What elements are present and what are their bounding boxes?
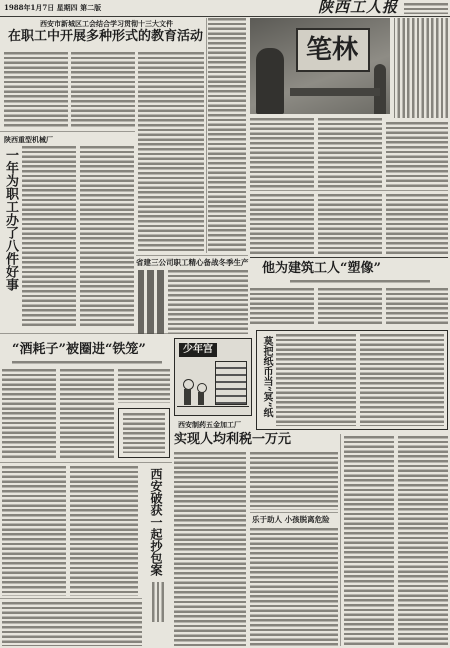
cartoon-panel (174, 338, 252, 416)
pharma-body-col-1 (174, 452, 246, 646)
photo-article-body-col-3 (386, 122, 448, 188)
paper-money-body-col-1 (276, 334, 356, 426)
drunk-headline: “酒耗子”被圈进“铁笼” (12, 342, 146, 357)
column-rule (206, 18, 207, 253)
construction-vertical-title (138, 270, 164, 334)
theft-byline (150, 582, 164, 622)
small-notice-text (123, 413, 165, 453)
photo-person-silhouette (256, 48, 284, 114)
drunk-body-col-3 (118, 369, 170, 403)
education-body-col-1 (4, 52, 68, 128)
sculptor-body-col-1 (250, 288, 314, 326)
cartoon-sign-text: 少年宫 (183, 344, 213, 355)
heavy-machinery-body-col-2 (80, 146, 134, 326)
issue-date: 1988年1月7日 星期四 第二版 (4, 3, 102, 12)
heavy-machinery-kicker: 陕西重型机械厂 (4, 135, 53, 144)
photo-sign-text: 笔林 (306, 35, 359, 65)
right-column-body-2 (398, 436, 448, 646)
column-rule (340, 434, 341, 646)
education-headline: 在职工中开展多种形式的教育活动 (8, 29, 204, 44)
paper-money-headline: 莫把纸币当“冥”纸 (261, 336, 272, 418)
narrow-body-column (208, 18, 246, 253)
right-column-body-1 (344, 436, 394, 646)
photo-table (290, 88, 380, 96)
photo-article-body-col-5 (318, 194, 382, 254)
photo-side-text (394, 18, 448, 118)
masthead-side-text (404, 3, 448, 14)
pharma-body-col-2 (250, 452, 338, 510)
small-notice-box (118, 408, 170, 458)
education-kicker: 西安市新城区工会结合学习贯彻十三大文件 (40, 19, 173, 28)
helping-headline: 乐于助人 小孩脱离危险 (252, 515, 330, 524)
section-rule (250, 512, 338, 513)
drunk-body-col-1 (2, 369, 56, 459)
sculptor-headline: 他为建筑工人“塑像” (262, 261, 381, 276)
pharma-kicker: 西安制药五金加工厂 (178, 420, 241, 429)
theft-headline: 西安破获一起抄包案 (149, 468, 163, 576)
pharma-headline: 实现人均利税一万元 (174, 432, 292, 447)
masthead: 陕西工人报 (318, 0, 399, 16)
section-rule (250, 257, 448, 258)
header-rule (0, 16, 450, 17)
photo-article-body-col-1 (250, 118, 314, 188)
bottom-left-body (2, 602, 142, 646)
theft-body-col-1 (2, 466, 66, 596)
sculptor-body-col-2 (318, 288, 382, 326)
theft-body-col-2 (70, 466, 138, 596)
sculptor-subtitle (290, 280, 430, 284)
heavy-machinery-headline: 一年为职工办了八件好事 (3, 148, 18, 291)
photo-article-body-col-6 (386, 194, 448, 254)
cartoon-building (215, 361, 247, 405)
cartoon-figure-body (184, 389, 191, 405)
section-rule (0, 131, 135, 132)
sculptor-body-col-3 (386, 288, 448, 326)
section-rule (0, 598, 142, 599)
photo-sign-board (296, 28, 370, 72)
section-rule (0, 462, 172, 463)
section-rule (136, 255, 248, 256)
helping-body (250, 528, 338, 646)
drunk-body-col-2 (60, 369, 114, 459)
cartoon-figure-body (198, 392, 204, 405)
cartoon-sign (179, 343, 217, 357)
heavy-machinery-body-col-1 (22, 146, 76, 326)
photo-article-body-col-2 (318, 118, 382, 188)
education-body-col-2 (71, 52, 135, 128)
photo-article-body-col-4 (250, 194, 314, 254)
construction-body (168, 270, 248, 334)
drunk-subtitle (12, 361, 162, 365)
education-body-col-3 (138, 52, 204, 252)
news-photo (250, 18, 390, 114)
section-rule (250, 190, 448, 191)
paper-money-body-col-2 (360, 334, 444, 426)
construction-headline: 省建三公司职工精心备战冬季生产 (136, 258, 249, 267)
cartoon-ground-line (177, 406, 249, 407)
